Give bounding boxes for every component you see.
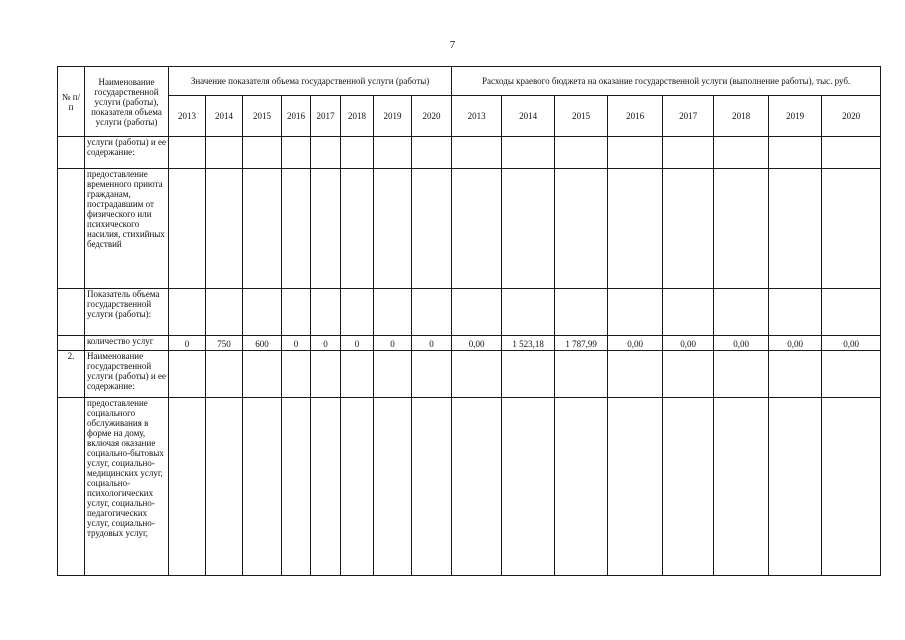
table-row: [58, 169, 881, 289]
row-label: Наименование государственной услуги (работы) и ее содержание:: [85, 351, 169, 398]
year-header: 2020: [822, 96, 881, 137]
year-header: 2017: [311, 96, 341, 137]
year-header: 2015: [555, 96, 608, 137]
header-row-top: [58, 67, 881, 96]
expense-value: 1 787,99: [555, 336, 608, 351]
volume-value: 0: [412, 336, 452, 351]
year-header: 2013: [169, 96, 206, 137]
row-number: [58, 137, 85, 169]
volume-value: 0: [169, 336, 206, 351]
year-header: 2017: [663, 96, 714, 137]
expense-value: 0,00: [663, 336, 714, 351]
row-number: [58, 289, 85, 336]
row-label: предоставление временного приюта гражданам, пострадавшим от физического или психического насилия, стихийных бедствий: [85, 169, 169, 289]
year-header: 2019: [374, 96, 412, 137]
table-row: [58, 336, 881, 351]
row-number: [58, 398, 85, 576]
volume-value: 0: [374, 336, 412, 351]
expense-group-header: Расходы краевого бюджета на оказание государственной услуги (выполнение работы), тыс. руб.: [452, 67, 881, 96]
col-number-header: № п/ п: [58, 67, 85, 137]
expense-value: 1 523,18: [502, 336, 555, 351]
year-header: 2015: [243, 96, 282, 137]
page-number: 7: [449, 39, 456, 51]
year-header: 2018: [341, 96, 374, 137]
year-header: 2014: [502, 96, 555, 137]
year-header: 2016: [608, 96, 663, 137]
expense-value: 0,00: [769, 336, 822, 351]
volume-value: 600: [243, 336, 282, 351]
row-number: [58, 336, 85, 351]
year-header: 2016: [282, 96, 311, 137]
year-header: 2018: [714, 96, 769, 137]
col-name-header: Наименование государственной услуги (работы), показателя объема услуги (работы): [85, 67, 169, 137]
volume-value: 750: [206, 336, 243, 351]
year-header: 2019: [769, 96, 822, 137]
table-row: [58, 351, 881, 398]
row-number: [58, 169, 85, 289]
volume-value: 0: [341, 336, 374, 351]
expense-value: 0,00: [714, 336, 769, 351]
year-header: 2014: [206, 96, 243, 137]
header-row-years: [58, 96, 881, 137]
row-label: предоставление социального обслуживания в форме на дому, включая оказание социально-бытовых услуг, социально-медицинских услуг, социально-психологических услуг, социально-педагогических услуг, социально-трудовых услуг,: [85, 398, 169, 576]
row-label: количество услуг: [85, 336, 169, 351]
services-table: [57, 66, 881, 576]
row-label: услуги (работы) и ее содержание:: [85, 137, 169, 169]
table-row: [58, 289, 881, 336]
expense-value: 0,00: [822, 336, 881, 351]
table-row: [58, 398, 881, 576]
expense-value: 0,00: [452, 336, 502, 351]
row-label: Показатель объема государственной услуги (работы):: [85, 289, 169, 336]
table-row: [58, 137, 881, 169]
expense-value: 0,00: [608, 336, 663, 351]
volume-value: 0: [282, 336, 311, 351]
volume-value: 0: [311, 336, 341, 351]
year-header: 2013: [452, 96, 502, 137]
volume-group-header: Значение показателя объема государственной услуги (работы): [169, 67, 452, 96]
row-number: 2.: [58, 351, 85, 398]
year-header: 2020: [412, 96, 452, 137]
